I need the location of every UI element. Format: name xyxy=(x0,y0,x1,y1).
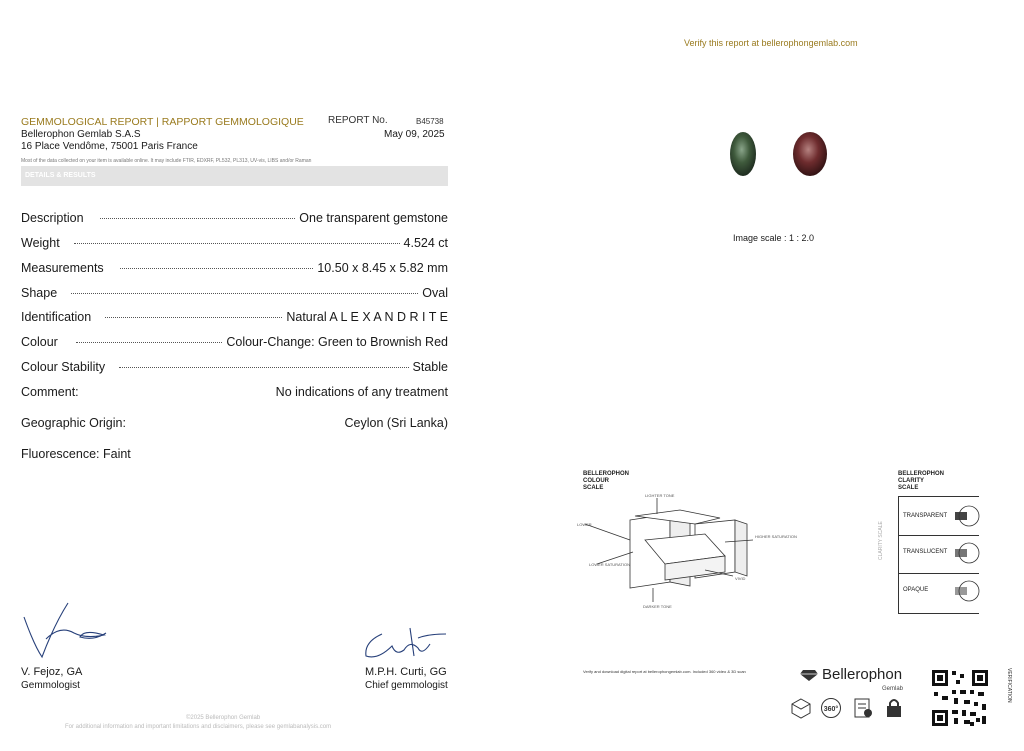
colour-scale-title: BELLEROPHON COLOUR SCALE xyxy=(583,471,630,491)
signer-name: M.P.H. Curti, GG xyxy=(365,666,447,678)
leader-dots xyxy=(105,317,282,318)
feature-icons xyxy=(790,697,905,721)
signer-role: Chief gemmologist xyxy=(365,680,448,691)
signer-name: V. Fejoz, GA xyxy=(21,666,83,678)
brand-diamond-icon xyxy=(800,669,818,681)
brand-logo xyxy=(800,666,912,696)
360-view-icon xyxy=(820,697,842,719)
detail-label: Colour Stability xyxy=(21,360,106,374)
svg-text:LOWER: LOWER xyxy=(577,522,592,527)
image-scale: Image scale : 1 : 2.0 xyxy=(733,233,815,243)
detail-value: One transparent gemstone xyxy=(299,211,448,225)
detail-value: Natural A L E X A N D R I T E xyxy=(286,310,448,324)
detail-value: No indications of any treatment xyxy=(275,385,448,399)
signature-fejoz xyxy=(20,595,110,661)
gem-photos xyxy=(722,126,834,182)
detail-row-identification xyxy=(21,310,448,326)
svg-text:VIVID: VIVID xyxy=(735,576,746,581)
detail-label: Colour xyxy=(21,335,58,349)
detail-value: 4.524 ct xyxy=(403,236,448,250)
verify-link[interactable]: Verify this report at bellerophongemlab.com xyxy=(684,38,858,48)
qr-code-icon[interactable] xyxy=(930,668,990,728)
svg-text:LOWER SATURATION: LOWER SATURATION xyxy=(589,562,630,567)
detail-row-origin xyxy=(21,416,448,432)
detail-value: Oval xyxy=(422,286,448,300)
gem-red-photo xyxy=(793,132,827,176)
colour-scale-diagram xyxy=(575,492,797,612)
clarity-level-transparent: TRANSPARENT xyxy=(899,497,979,536)
disclaimer: For additional information and important limitations and disclaimers, please see gemlabanalysis.com xyxy=(65,724,332,730)
report-date: May 09, 2025 xyxy=(384,129,445,140)
detail-label: Shape xyxy=(21,286,58,300)
detail-label: Identification xyxy=(21,310,92,324)
verification-label: VERIFICATION xyxy=(1006,668,1012,703)
clarity-side-label: CLARITY SCALE xyxy=(878,521,884,560)
report-title: GEMMOLOGICAL REPORT | RAPPORT GEMMOLOGIQUE xyxy=(21,116,304,128)
clarity-level-translucent: TRANSLUCENT xyxy=(899,535,979,574)
detail-value: 10.50 x 8.45 x 5.82 mm xyxy=(317,261,448,275)
detail-label: Comment: xyxy=(21,385,79,399)
clarity-scale-box xyxy=(898,496,979,614)
detail-value: Stable xyxy=(412,360,448,374)
detail-row-weight xyxy=(21,236,448,252)
detail-row-measurements xyxy=(21,261,448,277)
detail-row-fluorescence xyxy=(21,447,448,463)
leader-dots xyxy=(74,243,400,244)
brand-name: Bellerophon xyxy=(822,666,903,683)
signature-block-right xyxy=(365,666,448,692)
report-number: B45738 xyxy=(416,117,444,126)
svg-text:DARKER TONE: DARKER TONE xyxy=(643,604,672,609)
detail-label: Fluorescence: Faint xyxy=(21,447,131,461)
signature-block-left xyxy=(21,666,82,692)
detail-value: Ceylon (Sri Lanka) xyxy=(344,416,448,430)
signer-role: Gemmologist xyxy=(21,680,80,691)
leader-dots xyxy=(76,342,223,343)
leader-dots xyxy=(119,367,408,368)
detail-row-comment xyxy=(21,385,448,401)
lock-icon xyxy=(884,697,904,719)
svg-text:HIGHER SATURATION: HIGHER SATURATION xyxy=(755,534,797,539)
detail-row-description xyxy=(21,211,448,227)
clarity-level-opaque: OPAQUE xyxy=(899,573,979,613)
detail-row-colour xyxy=(21,335,448,351)
3d-cube-icon xyxy=(790,697,812,719)
section-bar-label: DETAILS & RESULTS xyxy=(25,172,96,179)
svg-text:360°: 360° xyxy=(823,706,839,713)
leader-dots xyxy=(120,268,314,269)
detail-row-shape xyxy=(21,286,448,302)
section-bar xyxy=(21,166,448,186)
leader-dots xyxy=(71,293,418,294)
fine-print: Most of the data collected on your item is available online. It may include FTIR, EDXRF, PL532, PL313, UV-vis, LIBS and/or Raman xyxy=(21,158,312,164)
detail-label: Description xyxy=(21,211,84,225)
brand-sub: Gemlab xyxy=(882,686,904,692)
signature-curti xyxy=(358,622,450,664)
download-note: Verify and download digital report at bellerophongemlab.com. Included 360 video & 3D scan xyxy=(583,669,746,674)
clarity-scale-title: BELLEROPHON CLARITY SCALE xyxy=(898,471,945,491)
detail-row-colour-stability xyxy=(21,360,448,376)
certificate-icon xyxy=(852,697,874,719)
leader-dots xyxy=(100,218,296,219)
company-address: 16 Place Vendôme, 75001 Paris France xyxy=(21,141,198,152)
svg-text:LIGHTER TONE: LIGHTER TONE xyxy=(645,493,675,498)
gem-green-photo xyxy=(730,132,756,176)
detail-label: Weight xyxy=(21,236,60,250)
company-name: Bellerophon Gemlab S.A.S xyxy=(21,129,141,140)
detail-label: Measurements xyxy=(21,261,104,275)
copyright: ©2025 Bellerophon Gemlab xyxy=(186,715,261,721)
detail-value: Colour-Change: Green to Brownish Red xyxy=(226,335,448,349)
detail-label: Geographic Origin: xyxy=(21,416,126,430)
report-label: REPORT No. xyxy=(328,115,388,126)
